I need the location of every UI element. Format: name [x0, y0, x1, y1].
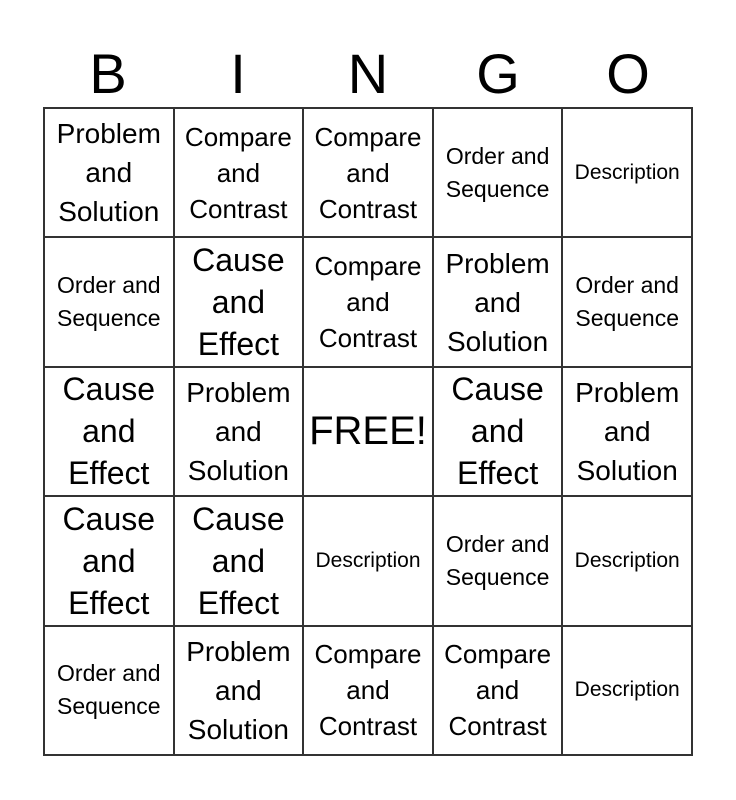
cell-line: Effect — [197, 326, 279, 363]
bingo-cell[interactable] — [303, 108, 433, 237]
bingo-cell[interactable] — [174, 626, 304, 755]
bingo-cell[interactable] — [44, 108, 174, 237]
bingo-cell[interactable] — [174, 367, 304, 496]
header-letter-i: I — [230, 42, 246, 105]
cell-line: Contrast — [189, 193, 288, 224]
cell-line: Sequence — [445, 175, 550, 202]
cell-text — [451, 368, 544, 494]
cell-line: Cause — [192, 242, 285, 279]
bingo-cell[interactable] — [433, 237, 563, 366]
bingo-cell[interactable] — [44, 367, 174, 496]
cell-line: and — [216, 157, 261, 188]
cell-text — [57, 114, 161, 231]
cell-text — [192, 239, 285, 365]
cell-line: Description — [574, 548, 680, 572]
cell-line: Contrast — [318, 323, 418, 354]
bingo-cell[interactable] — [44, 626, 174, 755]
cell-line: Effect — [197, 584, 279, 621]
bingo-cell[interactable] — [303, 626, 433, 755]
cell-text — [185, 119, 292, 227]
bingo-cell[interactable] — [562, 108, 692, 237]
bingo-cell[interactable] — [44, 496, 174, 625]
bingo-cell[interactable] — [44, 237, 174, 366]
cell-line: and — [603, 415, 651, 447]
bingo-cell[interactable] — [562, 367, 692, 496]
cell-line: Order and — [445, 142, 550, 169]
cell-text — [446, 528, 550, 594]
cell-line: FREE! — [309, 409, 427, 454]
cell-line: Cause — [451, 371, 544, 408]
cell-text — [186, 632, 290, 749]
cell-line: and — [85, 157, 133, 189]
bingo-cell[interactable] — [174, 496, 304, 625]
cell-line: and — [470, 413, 525, 450]
bingo-cell[interactable] — [303, 496, 433, 625]
bingo-cell[interactable] — [303, 237, 433, 366]
cell-text — [445, 244, 549, 361]
cell-text — [446, 140, 550, 206]
cell-line: and — [211, 542, 266, 579]
bingo-cell[interactable] — [174, 237, 304, 366]
header-letter-b: B — [89, 42, 127, 105]
cell-line: Contrast — [318, 711, 418, 742]
cell-text — [63, 368, 156, 494]
cell-line: and — [475, 675, 520, 706]
cell-line: and — [215, 674, 262, 706]
cell-text — [315, 119, 422, 227]
cell-line: and — [215, 415, 262, 447]
cell-line: Cause — [62, 371, 156, 408]
cell-line: Solution — [187, 713, 289, 745]
header-letter-o: O — [606, 42, 650, 105]
cell-line: and — [211, 284, 266, 321]
bingo-cell[interactable] — [433, 496, 563, 625]
cell-line: Problem — [186, 376, 291, 408]
cell-line: Sequence — [57, 693, 161, 720]
cell-text — [575, 547, 680, 575]
bingo-cell[interactable] — [433, 367, 563, 496]
cell-line: Description — [574, 678, 680, 702]
cell-line: and — [82, 542, 136, 579]
cell-line: Problem — [186, 635, 291, 667]
cell-line: Sequence — [445, 563, 550, 590]
cell-line: Sequence — [57, 305, 161, 332]
cell-line: Sequence — [575, 305, 679, 332]
cell-line: Cause — [192, 500, 285, 537]
cell-text — [309, 407, 427, 455]
cell-line: Solution — [446, 325, 549, 357]
cell-line: Compare — [184, 121, 292, 152]
cell-line: Compare — [444, 639, 552, 670]
bingo-cell[interactable] — [433, 108, 563, 237]
cell-line: Solution — [576, 454, 678, 486]
bingo-grid — [43, 107, 693, 756]
cell-text — [57, 657, 161, 723]
cell-line: Effect — [68, 455, 150, 492]
cell-line: Order and — [57, 272, 161, 299]
cell-text — [444, 636, 551, 744]
cell-line: Contrast — [448, 711, 547, 742]
cell-line: Description — [315, 548, 421, 572]
cell-line: and — [82, 413, 136, 450]
cell-text — [63, 498, 156, 624]
cell-text — [575, 269, 679, 335]
cell-line: Problem — [445, 247, 550, 279]
cell-line: Compare — [314, 121, 422, 152]
cell-line: and — [346, 675, 390, 706]
cell-text — [575, 676, 680, 704]
cell-line: Solution — [58, 196, 160, 228]
cell-line: Effect — [68, 584, 150, 621]
cell-text — [192, 498, 285, 624]
cell-line: Description — [574, 160, 680, 184]
bingo-cell[interactable] — [562, 237, 692, 366]
cell-line: and — [346, 287, 390, 318]
cell-line: Problem — [56, 118, 161, 150]
cell-line: Problem — [575, 376, 680, 408]
cell-line: and — [346, 157, 390, 188]
bingo-cell[interactable] — [174, 108, 304, 237]
cell-text — [575, 373, 679, 490]
cell-line: Order and — [445, 530, 550, 557]
cell-text — [315, 248, 422, 356]
cell-line: Solution — [187, 454, 289, 486]
cell-line: Order and — [575, 272, 679, 299]
bingo-cell[interactable] — [562, 626, 692, 755]
cell-line: Cause — [62, 500, 156, 537]
cell-line: Order and — [57, 660, 161, 687]
bingo-cell[interactable] — [433, 626, 563, 755]
cell-text — [186, 373, 290, 490]
cell-line: and — [474, 286, 521, 318]
free-space-cell[interactable] — [303, 367, 433, 496]
cell-text — [575, 159, 680, 187]
bingo-cell[interactable] — [562, 496, 692, 625]
header-letter-n: N — [347, 42, 389, 105]
cell-text — [315, 636, 422, 744]
bingo-header — [43, 44, 693, 104]
cell-line: Compare — [314, 639, 422, 670]
header-letter-g: G — [476, 42, 520, 105]
cell-line: Effect — [456, 455, 539, 492]
cell-text — [57, 269, 161, 335]
cell-text — [315, 547, 420, 575]
cell-line: Contrast — [318, 193, 418, 224]
cell-line: Compare — [314, 251, 422, 282]
